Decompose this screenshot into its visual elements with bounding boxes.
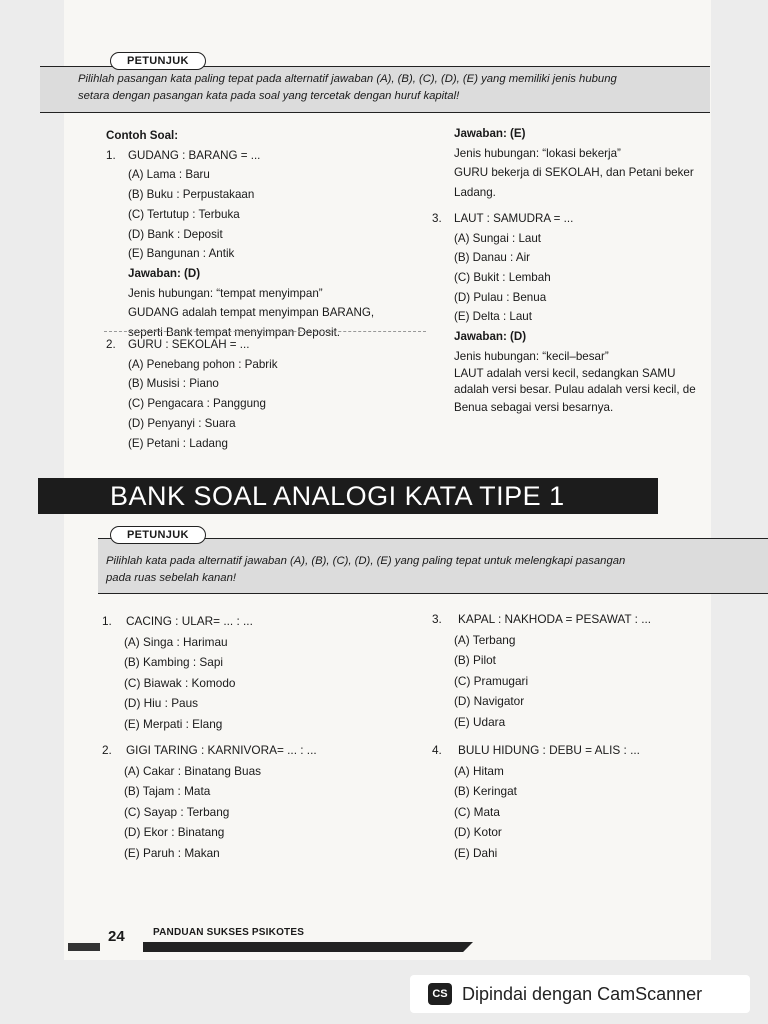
petunjuk-label: PETUNJUK — [110, 526, 206, 544]
option[interactable]: (A) Terbang — [454, 632, 516, 647]
option: (B) Buku : Perpustakaan — [128, 188, 255, 202]
example-question-2: 2. GURU : SEKOLAH = ... (A) Penebang pohon : Pabrik (B) Musisi : Piano (C) Pengacara : Panggung (D) Penyanyi : Suara (E) Petani : Ladang — [106, 335, 278, 453]
option[interactable]: (C) Sayap : Terbang — [124, 804, 230, 819]
option[interactable]: (D) Navigator — [454, 694, 525, 708]
option[interactable]: (B) Kambing : Sapi — [124, 655, 224, 669]
example-question-3: 3. LAUT : SAMUDRA = ... — [432, 211, 574, 225]
instruction-box-second — [98, 538, 768, 594]
watermark-text: Dipindai dengan CamScanner — [462, 983, 703, 1004]
option: (E) Petani : Ladang — [128, 436, 228, 450]
option[interactable]: (C) Pramugari — [454, 673, 529, 688]
example-heading: Contoh Soal: — [106, 129, 179, 142]
option[interactable]: (E) Merpati : Elang — [124, 716, 223, 731]
option: (C) Tertutup : Terbuka — [128, 207, 240, 221]
question-2: 2. GIGI TARING : KARNIVORA= ... : ... (A) Cakar : Binatang Buas (B) Tajam : Mata (C) Sayap : Terbang (D) Ekor : Binatang (E) Paruh : Makan — [102, 740, 317, 863]
explanation-line: GUDANG adalah tempat menyimpan BARANG, — [128, 306, 375, 320]
instruction-box-top — [40, 66, 710, 113]
option[interactable]: (E) Udara — [454, 714, 506, 729]
option[interactable]: (E) Paruh : Makan — [124, 845, 220, 860]
option[interactable]: (A) Cakar : Binatang Buas — [124, 763, 262, 778]
question-3: 3. KAPAL : NAKHODA = PESAWAT : ... (A) Terbang (B) Pilot (C) Pramugari (D) Navigator (E) Udara — [432, 609, 651, 732]
page-number: 24 — [108, 928, 125, 945]
option: (E) Delta : Laut — [454, 310, 532, 324]
option[interactable]: (A) Singa : Harimau — [124, 634, 228, 649]
option[interactable]: (D) Hiu : Paus — [124, 696, 199, 710]
option[interactable]: (B) Keringat — [454, 784, 517, 798]
example-left-column — [106, 126, 374, 343]
example-question-1: 1. GUDANG : BARANG = ... — [106, 148, 261, 162]
separator-line — [104, 331, 426, 332]
option: (A) Lama : Baru — [128, 168, 210, 182]
question-1: 1. CACING : ULAR= ... : ... (A) Singa : Harimau (B) Kambing : Sapi (C) Biawak : Komodo (D) Hiu : Paus (E) Merpati : Elang — [102, 611, 253, 734]
question-4: 4. BULU HIDUNG : DEBU = ALIS : ... (A) Hitam (B) Keringat (C) Mata (D) Kotor (E) Dahi — [432, 740, 640, 863]
explanation-line: Ladang. — [454, 186, 496, 200]
option: (D) Penyanyi : Suara — [128, 416, 236, 430]
explanation-line: adalah versi besar. Pulau adalah versi kecil, de — [454, 383, 696, 397]
option: (C) Bukit : Lembah — [454, 270, 551, 284]
explanation-line: Jenis hubungan: “lokasi bekerja” — [454, 146, 621, 160]
book-title: PANDUAN SUKSES PSIKOTES — [153, 927, 305, 938]
option[interactable]: (A) Hitam — [454, 763, 504, 778]
instruction-line: pada ruas sebelah kanan! — [106, 572, 237, 584]
option: (D) Bank : Deposit — [128, 227, 223, 241]
camscanner-watermark — [410, 975, 750, 1013]
instruction-line: Pilihlah kata pada alternatif jawaban (A), (B), (C), (D), (E) yang paling tepat untuk melengkapi pasangan — [106, 555, 626, 567]
option: (B) Musisi : Piano — [128, 377, 219, 391]
option: (A) Penebang pohon : Pabrik — [128, 357, 278, 371]
explanation-line: Jenis hubungan: “tempat menyimpan” — [128, 286, 323, 300]
option[interactable]: (E) Dahi — [454, 845, 498, 860]
instruction-line: Pilihlah pasangan kata paling tepat pada alternatif jawaban (A), (B), (C), (D), (E) yang memiliki jenis hubung — [78, 73, 617, 85]
option: (B) Danau : Air — [454, 251, 531, 265]
page-edge — [711, 0, 768, 1024]
explanation-line: LAUT adalah versi kecil, sedangkan SAMU — [454, 367, 676, 381]
explanation-line: Jenis hubungan: “kecil–besar” — [454, 349, 609, 363]
section-banner: BANK SOAL ANALOGI KATA TIPE 1 — [38, 478, 658, 514]
option[interactable]: (C) Mata — [454, 804, 500, 819]
instruction-line: setara dengan pasangan kata pada soal yang tercetak dengan huruf kapital! — [78, 90, 460, 102]
option: (A) Sungai : Laut — [454, 231, 542, 245]
option: (C) Pengacara : Panggung — [128, 397, 266, 411]
footer-bar — [143, 942, 473, 952]
answer: Jawaban: (D) — [128, 266, 201, 280]
explanation-line: Benua sebagai versi besarnya. — [454, 401, 614, 415]
camscanner-logo-icon: CS — [428, 983, 452, 1005]
answer: Jawaban: (E) — [454, 127, 526, 140]
option[interactable]: (B) Tajam : Mata — [124, 784, 211, 798]
option[interactable]: (D) Ekor : Binatang — [124, 825, 225, 839]
option[interactable]: (D) Kotor — [454, 825, 502, 839]
petunjuk-label: PETUNJUK — [110, 52, 206, 70]
explanation-line: seperti Bank tempat menyimpan Deposit. — [128, 326, 341, 340]
footer-bar — [68, 943, 100, 951]
option: (E) Bangunan : Antik — [128, 247, 235, 261]
option[interactable]: (B) Pilot — [454, 653, 496, 667]
answer: Jawaban: (D) — [454, 330, 527, 344]
explanation-line: GURU bekerja di SEKOLAH, dan Petani beker — [454, 166, 694, 180]
option[interactable]: (C) Biawak : Komodo — [124, 675, 236, 690]
option: (D) Pulau : Benua — [454, 290, 547, 304]
example-right-column — [432, 124, 696, 416]
